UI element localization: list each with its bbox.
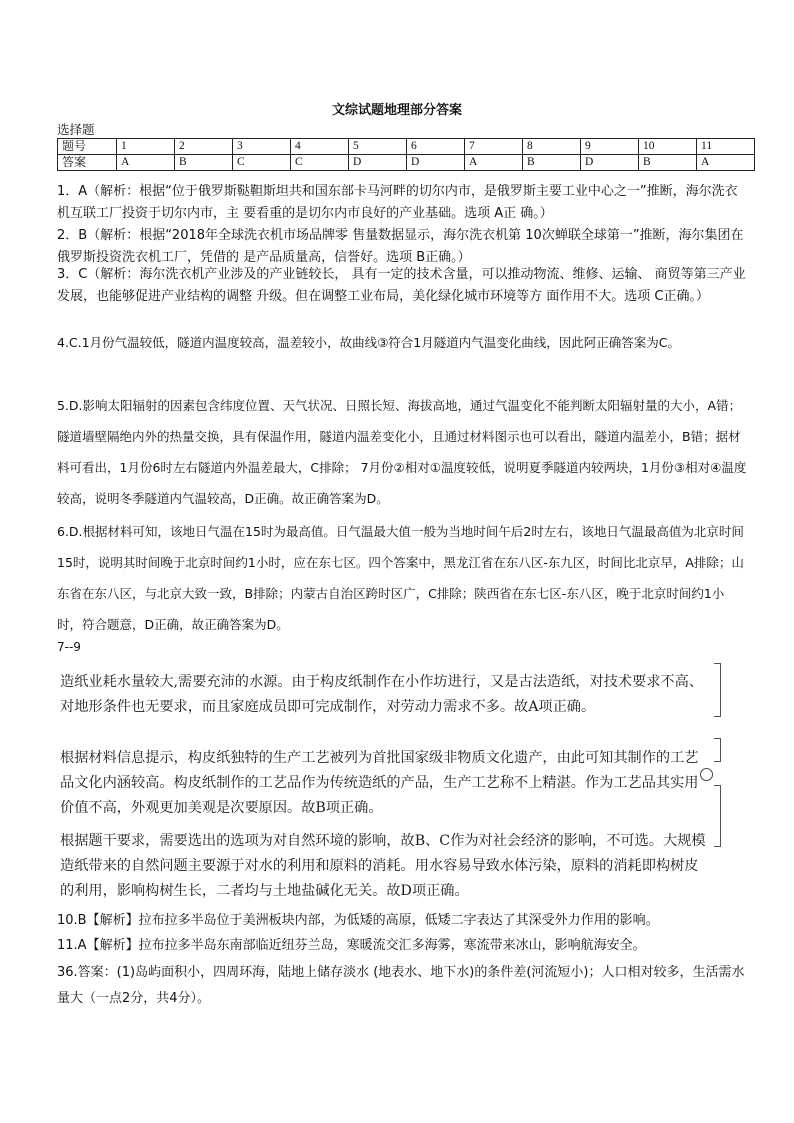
answer-explanation-11: 11.A【解析】拉布拉多半岛东南部临近纽芬兰岛，寒暖流交汇多海雾，寒流带来冰山，影响航海安全。: [57, 938, 646, 953]
answer-explanation-10: 10.B【解析】拉布拉多半岛位于美洲板块内部，为低矮的高原，低矮二字表达了其深受外力作用的影响。: [57, 913, 659, 928]
scan-bracket-bottom: [714, 785, 721, 847]
table-cell: A: [465, 155, 523, 171]
table-cell: D: [407, 155, 465, 171]
page-title: 文综试题地理部分答案: [331, 103, 462, 118]
table-cell: B: [639, 155, 697, 171]
table-cell: 8: [523, 139, 581, 155]
scanned-paragraph-3: 根据题干要求，需要选出的选项为对自然环境的影响，故B、C作为对社会经济的影响，不可选。大规模造纸带来的自然问题主要源于对水的利用和原料的消耗。用水容易导致水体污染，原料的消耗即构树皮的利用，影响构树生长，二者均与土地盐碱化无关。故D项正确。: [60, 833, 706, 899]
table-cell: D: [349, 155, 407, 171]
scanned-paragraph-2: 根据材料信息提示，构皮纸独特的生产工艺被列为首批国家级非物质文化遗产，由此可知其制作的工艺品文化内涵较高。构皮纸制作的工艺品作为传统造纸的产品，生产工艺称不上精湛。作为工艺品其实用价值不高，外观更加美观是次要原因。故B项正确。: [60, 750, 699, 816]
table-cell: C: [233, 155, 291, 171]
table-cell: A: [697, 155, 755, 171]
table-cell: 5: [349, 139, 407, 155]
table-head-number: 题号: [58, 139, 117, 155]
table-cell: C: [291, 155, 349, 171]
table-cell: B: [523, 155, 581, 171]
scan-bracket-middle: [714, 738, 721, 762]
table-cell: 7: [465, 139, 523, 155]
table-cell: 4: [291, 139, 349, 155]
scanned-paragraph-1: 造纸业耗水量较大,需要充沛的水源。由于构皮纸制作在小作坊进行，又是古法造纸，对技术要求不高、对地形条件也无要求，而且家庭成员即可完成制作，对劳动力需求不多。故A项正确。: [60, 674, 703, 715]
answer-explanation-36: 36.答案：(1)岛屿面积小，四周环海，陆地上储存淡水 (地表水、地下水)的条件差(河流短小)；人口相对较多，生活需水量大（一点2分，共4分）。: [57, 965, 745, 1006]
table-cell: A: [117, 155, 175, 171]
table-cell: 3: [233, 139, 291, 155]
table-cell: 2: [175, 139, 233, 155]
table-cell: 1: [117, 139, 175, 155]
table-cell: 9: [581, 139, 639, 155]
question-range-label: 7--9: [57, 640, 81, 654]
answer-explanation-5: 5.D.影响太阳辐射的因素包含纬度位置、天气状况、日照长短、海拔高地，通过气温变化不能判断太阳辐射量的大小，A错；隧道墙壁隔绝内外的热量交换，具有保温作用，隧道内温差变化小，且通过材料图示也可以看出，隧道内温差小，B错；据材料可看出，1月份6时左右隧道内外温差最大，C排除； 7月份②相对①温度较低，说明夏季隧道内较两块，1月份③相对④温度较高，说明冬季隧道内气温较高，D正确。故正确答案为D。: [57, 398, 747, 506]
table-head-answer: 答案: [58, 155, 117, 171]
table-row-answers: [58, 155, 755, 171]
table-cell: D: [581, 155, 639, 171]
table-cell: 11: [697, 139, 755, 155]
answer-explanation-3: 3．C（解析：海尔洗衣机产业涉及的产业链较长， 具有一定的技术含量，可以推动物流、维修、运输、 商贸等第三产业发展，也能够促进产业结构的调整 升级。但在调整工业布局，美化绿化城市环境等方 面作用不大。选项 C正确。）: [57, 267, 746, 304]
table-row-numbers: [58, 139, 755, 155]
table-cell: 10: [639, 139, 697, 155]
binding-hole-mark: [700, 768, 713, 781]
answer-explanation-1: 1．A（解析：根据“位于俄罗斯鞑靼斯坦共和国东部卡马河畔的切尔内市，是俄罗斯主要工业中心之一”推断，海尔洗衣机互联工厂投资于切尔内市，主 要看重的是切尔内市良好的产业基础。选项 A正 确。）: [57, 184, 738, 221]
scan-bracket-top: [714, 663, 721, 717]
answer-explanation-2: 2．B（解析：根据“2018年全球洗衣机市场品牌零 售量数据显示，海尔洗衣机第 10次蝉联全球第一”推断，海尔集团在俄罗斯投资洗衣机工厂，凭借的 是产品质量高，信誉好。选项 B正确。）: [57, 228, 744, 265]
answer-explanation-6: 6.D.根据材料可知，该地日气温在15时为最高值。日气温最大值一般为当地时间午后2时左右，该地日气温最高值为北京时间15时，说明其时间晚于北京时间约1小时，应在东七区。四个答案中，黑龙江省在东八区-东九区，时间比北京早，A排除；山东省在东八区，与北京大致一致，B排除；内蒙古自治区跨时区广，C排除；陕西省在东七区-东八区，晚于北京时间约1小时，符合题意，D正确，故正确答案为D。: [57, 524, 744, 632]
answer-table: [57, 138, 755, 171]
answer-explanation-4: 4.C.1月份气温较低，隧道内温度较高，温差较小，故曲线③符合1月隧道内气温变化曲线，因此阿正确答案为C。: [57, 335, 680, 350]
table-cell: B: [175, 155, 233, 171]
table-cell: 6: [407, 139, 465, 155]
section-label: 选择题: [57, 122, 95, 137]
